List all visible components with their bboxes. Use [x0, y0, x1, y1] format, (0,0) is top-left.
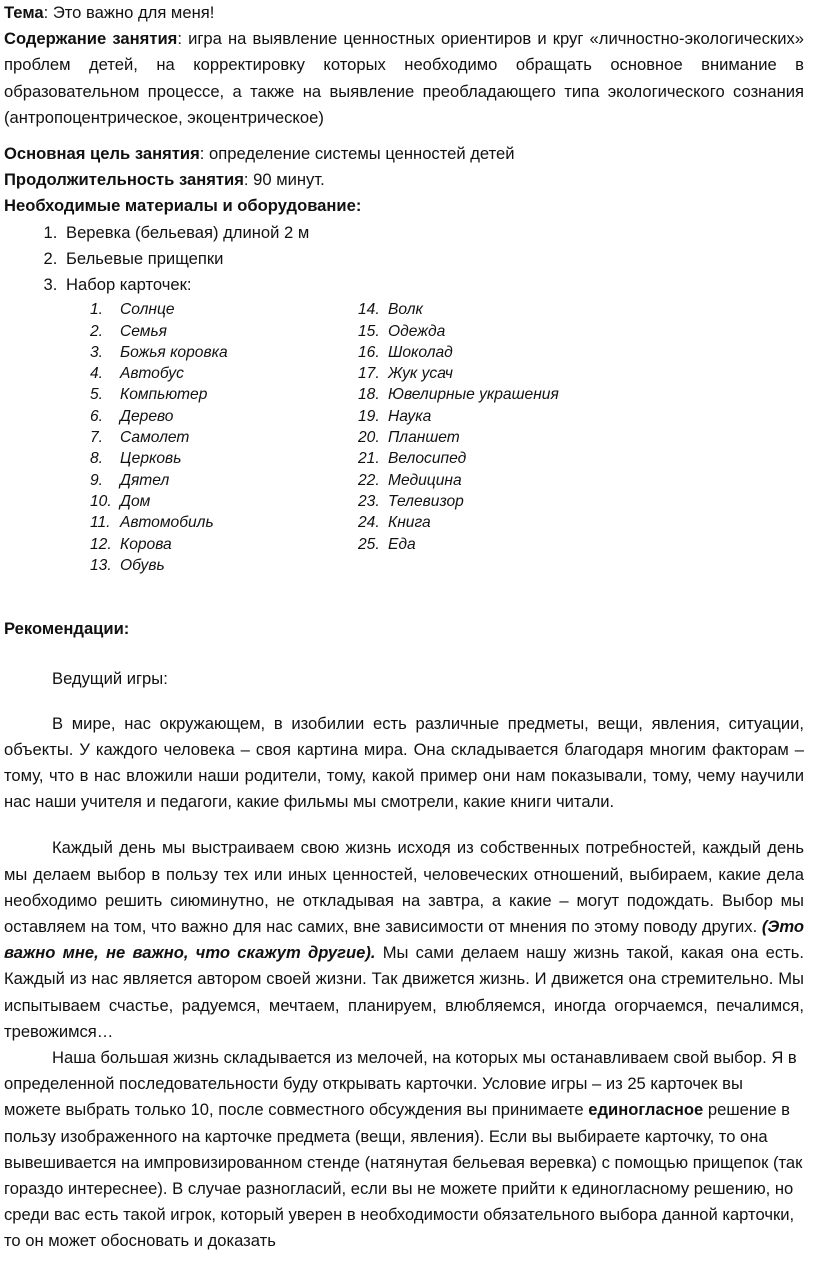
recommendation-paragraph-3	[4, 1045, 804, 1255]
cards-column-right	[358, 299, 626, 576]
card-item	[358, 299, 626, 320]
card-label: Телевизор	[388, 492, 464, 510]
card-item	[358, 342, 626, 363]
card-label: Ювелирные украшения	[388, 386, 559, 404]
card-label: Планшет	[388, 429, 460, 447]
card-number: 22.	[358, 471, 380, 489]
card-label: Обувь	[120, 556, 165, 574]
card-item	[90, 448, 358, 469]
card-label: Медицина	[388, 471, 462, 489]
paragraph-3-bold: единогласное	[588, 1100, 704, 1120]
card-label: Божья коровка	[120, 343, 228, 361]
card-label: Шоколад	[388, 343, 453, 361]
paragraph-2-text-b: Мы сами делаем нашу жизнь такой, какая она есть. Каждый из нас является автором своей жизни. Так движется жизнь. И движется она стремительно. Мы испытываем счастье, радуемся, мечтаем, планируем, влюбляемся, иногда огорчаемся, печалимся, тревожимся…	[4, 943, 804, 1041]
materials-item: 3. Набор карточек:	[62, 272, 804, 298]
card-item	[358, 448, 626, 469]
card-label: Волк	[388, 301, 423, 319]
card-label: Компьютер	[120, 386, 208, 404]
card-number: 20.	[358, 429, 380, 447]
card-label: Семья	[120, 322, 167, 340]
recommendation-paragraph-2	[4, 835, 804, 1045]
paragraph-3-text-a: Наша большая жизнь складывается из мелочей, на которых мы останавливаем свой выбор. Я в определенной последовательности буду открывать карточки. Условие игры – из 25 карточек вы можете выбрать только 10, после совместного обсуждения вы принимаете	[4, 1047, 797, 1120]
duration-value: : 90 минут.	[243, 170, 325, 190]
card-number: 5.	[90, 386, 104, 404]
document-page	[4, 0, 804, 1255]
card-number: 7.	[90, 429, 104, 447]
theme-line	[4, 0, 804, 26]
materials-item: 2. Бельевые прищепки	[62, 246, 804, 272]
card-item	[358, 363, 626, 384]
card-item	[90, 406, 358, 427]
card-label: Дом	[120, 492, 151, 510]
duration-label: Продолжительность занятия	[4, 170, 244, 190]
card-item	[90, 299, 358, 320]
host-section	[4, 666, 804, 692]
card-label: Корова	[120, 535, 172, 553]
card-label: Дерево	[120, 407, 174, 425]
paragraph-3-text-b: решение в пользу изображенного на карточке предмета (вещи, явления). Если вы выбираете карточку, то она вывешивается на импровизированном стенде (натянутая бельевая веревка) с помощью прищепок (так гораздо интереснее). В случае разногласий, если вы не можете прийти к единогласному решению, но среди вас есть такой игрок, который уверен в необходимости обязательного выбора данной карточки, то он может обосновать и доказать	[4, 1100, 803, 1251]
card-number: 11.	[90, 514, 111, 532]
card-item	[90, 384, 358, 405]
cards-list	[90, 299, 804, 576]
cards-column-left	[90, 299, 358, 576]
card-number: 9.	[90, 471, 104, 489]
card-item	[90, 512, 358, 533]
host-label: Ведущий игры:	[52, 669, 168, 689]
card-number: 14.	[358, 301, 380, 319]
card-number: 23.	[358, 492, 380, 510]
card-label: Солнце	[120, 301, 175, 319]
card-number: 1.	[90, 301, 104, 319]
card-label: Дятел	[120, 471, 170, 489]
card-number: 21.	[358, 450, 380, 468]
theme-label: Тема	[4, 3, 44, 22]
card-label: Велосипед	[388, 450, 467, 468]
card-label: Автобус	[120, 365, 184, 383]
card-number: 25.	[358, 535, 380, 553]
goal-value: : определение системы ценностей детей	[199, 144, 515, 164]
materials-title: Необходимые материалы и оборудование:	[4, 196, 362, 216]
card-label: Одежда	[388, 322, 446, 340]
goal-label: Основная цель занятия	[4, 144, 200, 164]
card-item	[90, 363, 358, 384]
card-item	[90, 491, 358, 512]
content-label: Содержание занятия	[4, 29, 178, 49]
paragraph-2-emphasis: (Это важно мне, не важно, что скажут другие).	[4, 916, 804, 963]
materials-item: 1. Веревка (бельевая) длиной 2 м	[62, 220, 804, 246]
card-item	[90, 534, 358, 555]
card-item	[358, 384, 626, 405]
card-item	[90, 342, 358, 363]
recommendation-paragraph-1: В мире, нас окружающем, в изобилии есть различные предметы, вещи, явления, ситуации, объекты. У каждого человека – своя картина мира. Она складывается благодаря многим факторам – тому, что в нас вложили наши родители, тому, какой пример они нам показывали, тому, чему научили нас наши учителя и педагоги, какие фильмы мы смотрели, какие книги читали.	[4, 713, 804, 812]
card-item	[358, 470, 626, 491]
card-item	[90, 470, 358, 491]
card-label: Жук усач	[388, 365, 453, 383]
card-label: Церковь	[120, 450, 182, 468]
card-number: 12.	[90, 535, 112, 553]
card-item	[90, 555, 358, 576]
paragraph-2-text-a: Каждый день мы выстраиваем свою жизнь исходя из собственных потребностей, каждый день мы делаем выбор в пользу тех или иных ценностей, человеческих отношений, выбираем, какие дела необходимо решить сиюминутно, не откладывая на завтра, а какие – могут подождать. Выбор мы оставляем на том, что важно для нас самих, вне зависимости от мнения по этому поводу других.	[4, 838, 804, 936]
card-label: Самолет	[120, 429, 190, 447]
materials-list	[4, 220, 804, 299]
goal-line	[4, 141, 804, 167]
card-number: 15.	[358, 322, 380, 340]
card-number: 6.	[90, 407, 104, 425]
theme-value: : Это важно для меня!	[43, 3, 215, 22]
card-number: 4.	[90, 365, 104, 383]
card-number: 17.	[358, 365, 380, 383]
card-label: Автомобиль	[120, 514, 214, 532]
card-label: Еда	[388, 535, 416, 553]
card-item	[358, 406, 626, 427]
card-item	[358, 512, 626, 533]
card-item	[358, 534, 626, 555]
card-number: 3.	[90, 343, 104, 361]
card-number: 13.	[90, 556, 112, 574]
card-label: Книга	[388, 514, 431, 532]
recommendations-title: Рекомендации:	[4, 619, 130, 639]
card-number: 10.	[90, 492, 112, 510]
card-item	[358, 427, 626, 448]
card-number: 18.	[358, 386, 380, 404]
card-number: 24.	[358, 514, 380, 532]
content-value: : игра на выявление ценностных ориентиров и круг «личностно-экологических» проблем детей, на корректировку которых необходимо обращать основное внимание в образовательном процессе, а также на выявление преобладающего типа экологического сознания (антропоцентрическое, экоцентрическое)	[4, 29, 804, 127]
card-number: 19.	[358, 407, 380, 425]
card-number: 16.	[358, 343, 380, 361]
card-label: Наука	[388, 407, 432, 425]
card-item	[358, 321, 626, 342]
card-number: 2.	[90, 322, 104, 340]
card-item	[90, 427, 358, 448]
content-paragraph	[4, 26, 804, 131]
duration-line	[4, 167, 804, 193]
card-item	[358, 491, 626, 512]
card-number: 8.	[90, 450, 104, 468]
card-item	[90, 321, 358, 342]
